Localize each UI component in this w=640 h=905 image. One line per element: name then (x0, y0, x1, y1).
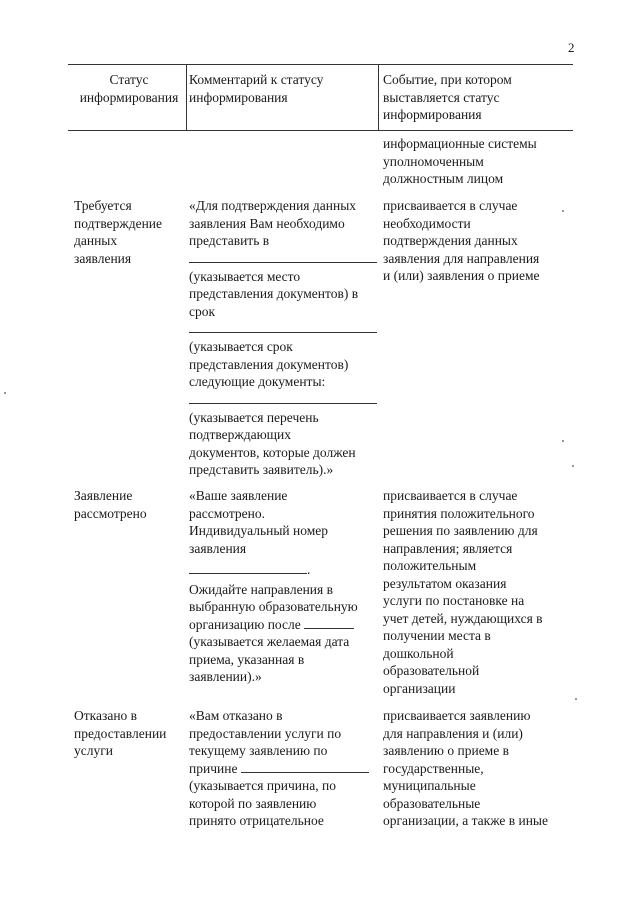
table-top-rule (68, 64, 573, 65)
number-blank-line (189, 561, 375, 579)
text-line: информационные системы (383, 136, 537, 151)
text-line: Требуется (74, 198, 132, 213)
scan-speck (562, 440, 564, 442)
fill-in-blank (189, 573, 307, 574)
text-line: (указывается место (189, 268, 301, 284)
text-line: предоставлении (74, 725, 167, 741)
text-line: заявления (74, 250, 132, 266)
text-line: необходимости (383, 215, 471, 231)
scan-speck (575, 698, 577, 700)
fill-in-blank (304, 628, 354, 629)
text-line: учет детей, нуждающихся в (383, 610, 543, 626)
text-line: направления; является (383, 540, 513, 556)
text-line: срок (189, 303, 216, 319)
text-line: заявления для направления (383, 250, 540, 266)
text-line: получении места в (383, 628, 491, 643)
text-line: подтверждения данных (383, 233, 518, 248)
header-divider-2 (378, 64, 379, 130)
text-line: подтверждение (74, 215, 163, 231)
text-line: рассмотрено. (189, 505, 265, 521)
text-line: принято отрицательное (189, 813, 324, 828)
text-line: организации (383, 680, 456, 696)
text-line: заявлении).» (189, 669, 262, 684)
text-line: (указывается причина, по (189, 778, 336, 793)
scan-speck (4, 392, 6, 394)
text-line: Индивидуальный номер (189, 523, 329, 538)
text-line: присваивается заявлению (383, 708, 531, 723)
text-line: образовательной (383, 663, 480, 678)
header-event: Событие, при котором выставляется статус информирования (383, 72, 512, 122)
row-2-status (74, 487, 184, 522)
text-line: заявления (189, 540, 247, 556)
text-line: решения по заявлению для (383, 523, 538, 538)
text-line: (указывается желаемая дата (189, 634, 350, 649)
fill-in-blank (189, 262, 377, 263)
row-1-event (383, 197, 573, 285)
reason-blank-line (189, 760, 375, 778)
text-line: Отказано в (74, 708, 138, 723)
text-line: представления документов) (189, 356, 349, 372)
page-number: 2 (568, 40, 575, 55)
text-line: Ожидайте направления в (189, 581, 333, 597)
text-line: результатом оказания (383, 575, 507, 591)
row-3-comment (189, 707, 375, 830)
text-line: образовательные (383, 795, 481, 811)
text-line: должностным лицом (383, 171, 504, 186)
text-line: дошкольной (383, 645, 454, 661)
text-line: документов, которые должен (189, 444, 356, 460)
scan-speck (562, 210, 564, 212)
text-line: текущему заявлению по (189, 743, 328, 758)
text-line: причине (189, 760, 238, 776)
row-2-comment (189, 487, 375, 686)
row-2-event (383, 487, 573, 697)
header-comment: Комментарий к статусу информирования (189, 72, 324, 105)
text-line: рассмотрено (74, 505, 147, 521)
scan-speck (572, 465, 574, 467)
continuation-event (383, 135, 573, 188)
row-1-comment (189, 197, 375, 479)
text-line: данных (74, 233, 118, 248)
text-line: организацию после (189, 616, 301, 632)
text-line: уполномоченным (383, 153, 484, 169)
table-header-bottom-rule (68, 130, 573, 131)
text-line: услуги по постановке на (383, 593, 525, 608)
fill-in-blank (189, 332, 377, 333)
text-line: «Ваше заявление (189, 488, 288, 503)
row-1-status (74, 197, 184, 267)
text-line: «Вам отказано в (189, 708, 283, 723)
text-line: муниципальные (383, 778, 476, 793)
row-3-event (383, 707, 573, 830)
text-line: Заявление (74, 488, 133, 503)
text-line: заявления Вам необходимо (189, 215, 345, 231)
header-divider-1 (186, 64, 187, 130)
text-line: «Для подтверждения данных (189, 198, 357, 213)
text-line: положительным (383, 558, 477, 573)
text-line: которой по заявлению (189, 795, 317, 811)
text-line: присваивается в случае (383, 488, 518, 503)
text-line: (указывается перечень (189, 409, 319, 425)
text-line: приема, указанная в (189, 651, 305, 667)
text-line: присваивается в случае (383, 198, 518, 213)
header-status: Статус информирования (79, 72, 179, 105)
row-3-status (74, 707, 184, 760)
text-line: для направления и (или) (383, 725, 523, 741)
text-line: принятия положительного (383, 505, 535, 521)
text-line: государственные, (383, 760, 484, 776)
text-line: выбранную образовательную (189, 599, 358, 614)
text-line: предоставлении услуги по (189, 725, 342, 741)
text-line: и (или) заявления о приеме (383, 268, 540, 283)
fill-in-blank (241, 772, 369, 773)
text-line: . (307, 562, 311, 577)
after-blank-line (189, 616, 375, 634)
text-line: представить заявитель).» (189, 462, 334, 477)
text-line: представить в (189, 233, 270, 248)
text-line: организации, а также в иные (383, 813, 548, 828)
text-line: следующие документы: (189, 374, 326, 389)
fill-in-blank (189, 403, 377, 404)
text-line: подтверждающих (189, 427, 292, 442)
text-line: заявлению о приеме в (383, 743, 509, 758)
text-line: услуги (74, 743, 113, 758)
text-line: представления документов) в (189, 286, 359, 301)
text-line: (указывается срок (189, 339, 293, 354)
